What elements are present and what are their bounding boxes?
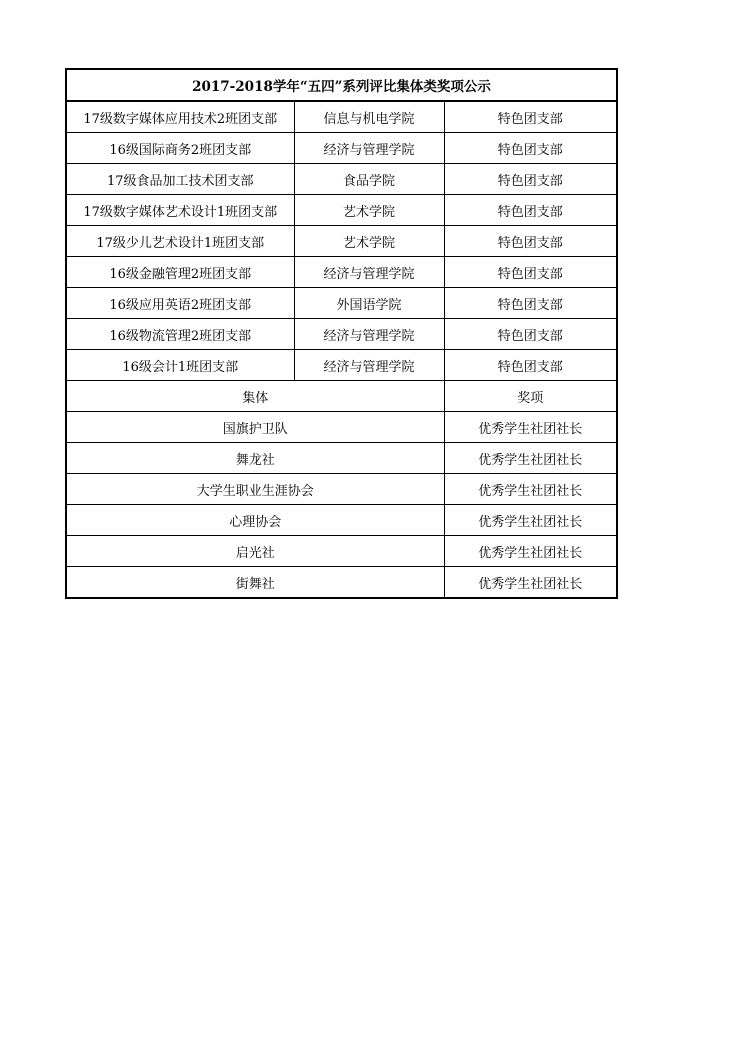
table-row [67,505,616,536]
award-cell: 优秀学生社团社长 [444,505,616,536]
award-cell: 特色团支部 [444,350,616,381]
table-row [67,257,616,288]
award-cell: 优秀学生社团社长 [444,536,616,567]
award-cell: 特色团支部 [444,226,616,257]
award-grid [67,70,616,597]
award-cell: 特色团支部 [444,257,616,288]
collective-header: 集体 [67,381,444,412]
branch-name-cell: 16级应用英语2班团支部 [67,288,294,319]
table-title: 2017-2018学年“五四”系列评比集体类奖项公示 [67,70,616,101]
table-row [67,164,616,195]
club-header-row [67,381,616,412]
table-row [67,195,616,226]
club-name-cell: 启光社 [67,536,444,567]
club-name-cell: 舞龙社 [67,443,444,474]
college-cell: 经济与管理学院 [294,319,444,350]
award-cell: 特色团支部 [444,319,616,350]
college-cell: 经济与管理学院 [294,257,444,288]
table-row [67,133,616,164]
college-cell: 艺术学院 [294,195,444,226]
table-row [67,412,616,443]
club-name-cell: 大学生职业生涯协会 [67,474,444,505]
college-cell: 经济与管理学院 [294,350,444,381]
table-row [67,319,616,350]
college-cell: 艺术学院 [294,226,444,257]
college-cell: 外国语学院 [294,288,444,319]
award-cell: 特色团支部 [444,288,616,319]
club-name-cell: 国旗护卫队 [67,412,444,443]
branch-name-cell: 17级少儿艺术设计1班团支部 [67,226,294,257]
award-header: 奖项 [444,381,616,412]
college-cell: 信息与机电学院 [294,101,444,133]
branch-name-cell: 16级国际商务2班团支部 [67,133,294,164]
award-cell: 特色团支部 [444,195,616,226]
branch-name-cell: 16级物流管理2班团支部 [67,319,294,350]
award-cell: 特色团支部 [444,133,616,164]
table-row [67,350,616,381]
title-row [67,70,616,101]
award-cell: 优秀学生社团社长 [444,412,616,443]
table-row [67,443,616,474]
award-cell: 优秀学生社团社长 [444,567,616,598]
table-row [67,101,616,133]
award-cell: 特色团支部 [444,164,616,195]
branch-name-cell: 16级金融管理2班团支部 [67,257,294,288]
branch-name-cell: 17级数字媒体艺术设计1班团支部 [67,195,294,226]
table-row [67,226,616,257]
award-cell: 特色团支部 [444,101,616,133]
college-cell: 经济与管理学院 [294,133,444,164]
table-row [67,536,616,567]
branch-name-cell: 17级食品加工技术团支部 [67,164,294,195]
award-cell: 优秀学生社团社长 [444,443,616,474]
club-name-cell: 心理协会 [67,505,444,536]
branch-name-cell: 16级会计1班团支部 [67,350,294,381]
club-name-cell: 街舞社 [67,567,444,598]
table-row [67,567,616,598]
table-row [67,288,616,319]
college-cell: 食品学院 [294,164,444,195]
award-table [65,68,618,599]
award-cell: 优秀学生社团社长 [444,474,616,505]
branch-name-cell: 17级数字媒体应用技术2班团支部 [67,101,294,133]
table-row [67,474,616,505]
